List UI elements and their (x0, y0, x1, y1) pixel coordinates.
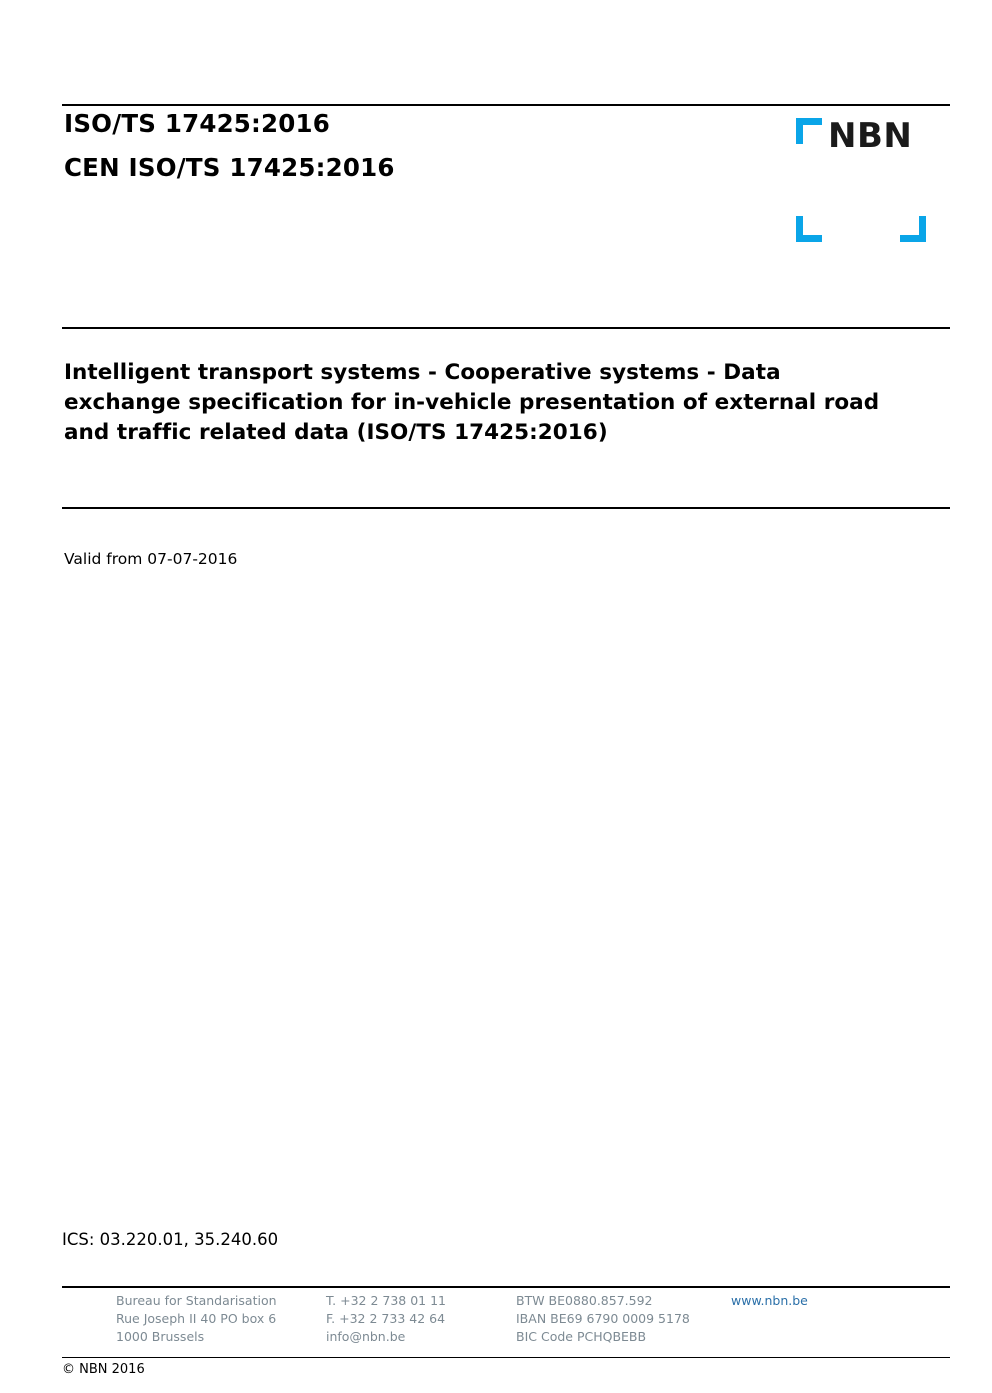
footer-website (731, 1292, 911, 1310)
footer-address-line-2: Rue Joseph II 40 PO box 6 (116, 1310, 277, 1326)
footer-bic: BIC Code PCHQBEBB (516, 1328, 647, 1344)
footer-address-line-1: Bureau for Standarisation (116, 1293, 277, 1308)
standard-code-iso: ISO/TS 17425:2016 (64, 109, 331, 138)
nbn-logo (790, 112, 938, 252)
footer-email[interactable]: info@nbn.be (326, 1328, 406, 1344)
footer-contact (326, 1292, 516, 1345)
footer-fax: F. +32 2 733 42 64 (326, 1310, 446, 1326)
footer-address (116, 1292, 326, 1345)
standard-code-cen: CEN ISO/TS 17425:2016 (64, 152, 395, 182)
footer-banking (516, 1292, 731, 1345)
logo-corner-bottom-right-icon (900, 216, 926, 242)
footer-website-link[interactable]: www.nbn.be (731, 1293, 808, 1308)
logo-corner-top-left-icon (796, 118, 822, 144)
footer-contact-block (116, 1292, 936, 1345)
standard-codes (64, 109, 584, 182)
divider-bottom (62, 1357, 950, 1358)
logo-wordmark: NBN (828, 116, 913, 156)
divider-footer (62, 1286, 950, 1288)
divider-title (62, 507, 950, 509)
footer-vat: BTW BE0880.857.592 (516, 1293, 653, 1308)
footer-iban: IBAN BE69 6790 0009 5178 (516, 1310, 690, 1326)
valid-from-text: Valid from 07-07-2016 (64, 550, 238, 568)
page-title: Intelligent transport systems - Cooperative systems - Data exchange specification for in-vehicle presentation of external road and traffic related data (ISO/TS 17425:2016) (64, 360, 880, 445)
ics-codes: ICS: 03.220.01, 35.240.60 (62, 1230, 279, 1249)
footer-address-line-3: 1000 Brussels (116, 1328, 205, 1344)
copyright-text: © NBN 2016 (62, 1362, 145, 1377)
footer-phone: T. +32 2 738 01 11 (326, 1293, 446, 1308)
divider-header (62, 327, 950, 329)
logo-corner-bottom-left-icon (796, 216, 822, 242)
divider-top (62, 104, 950, 106)
